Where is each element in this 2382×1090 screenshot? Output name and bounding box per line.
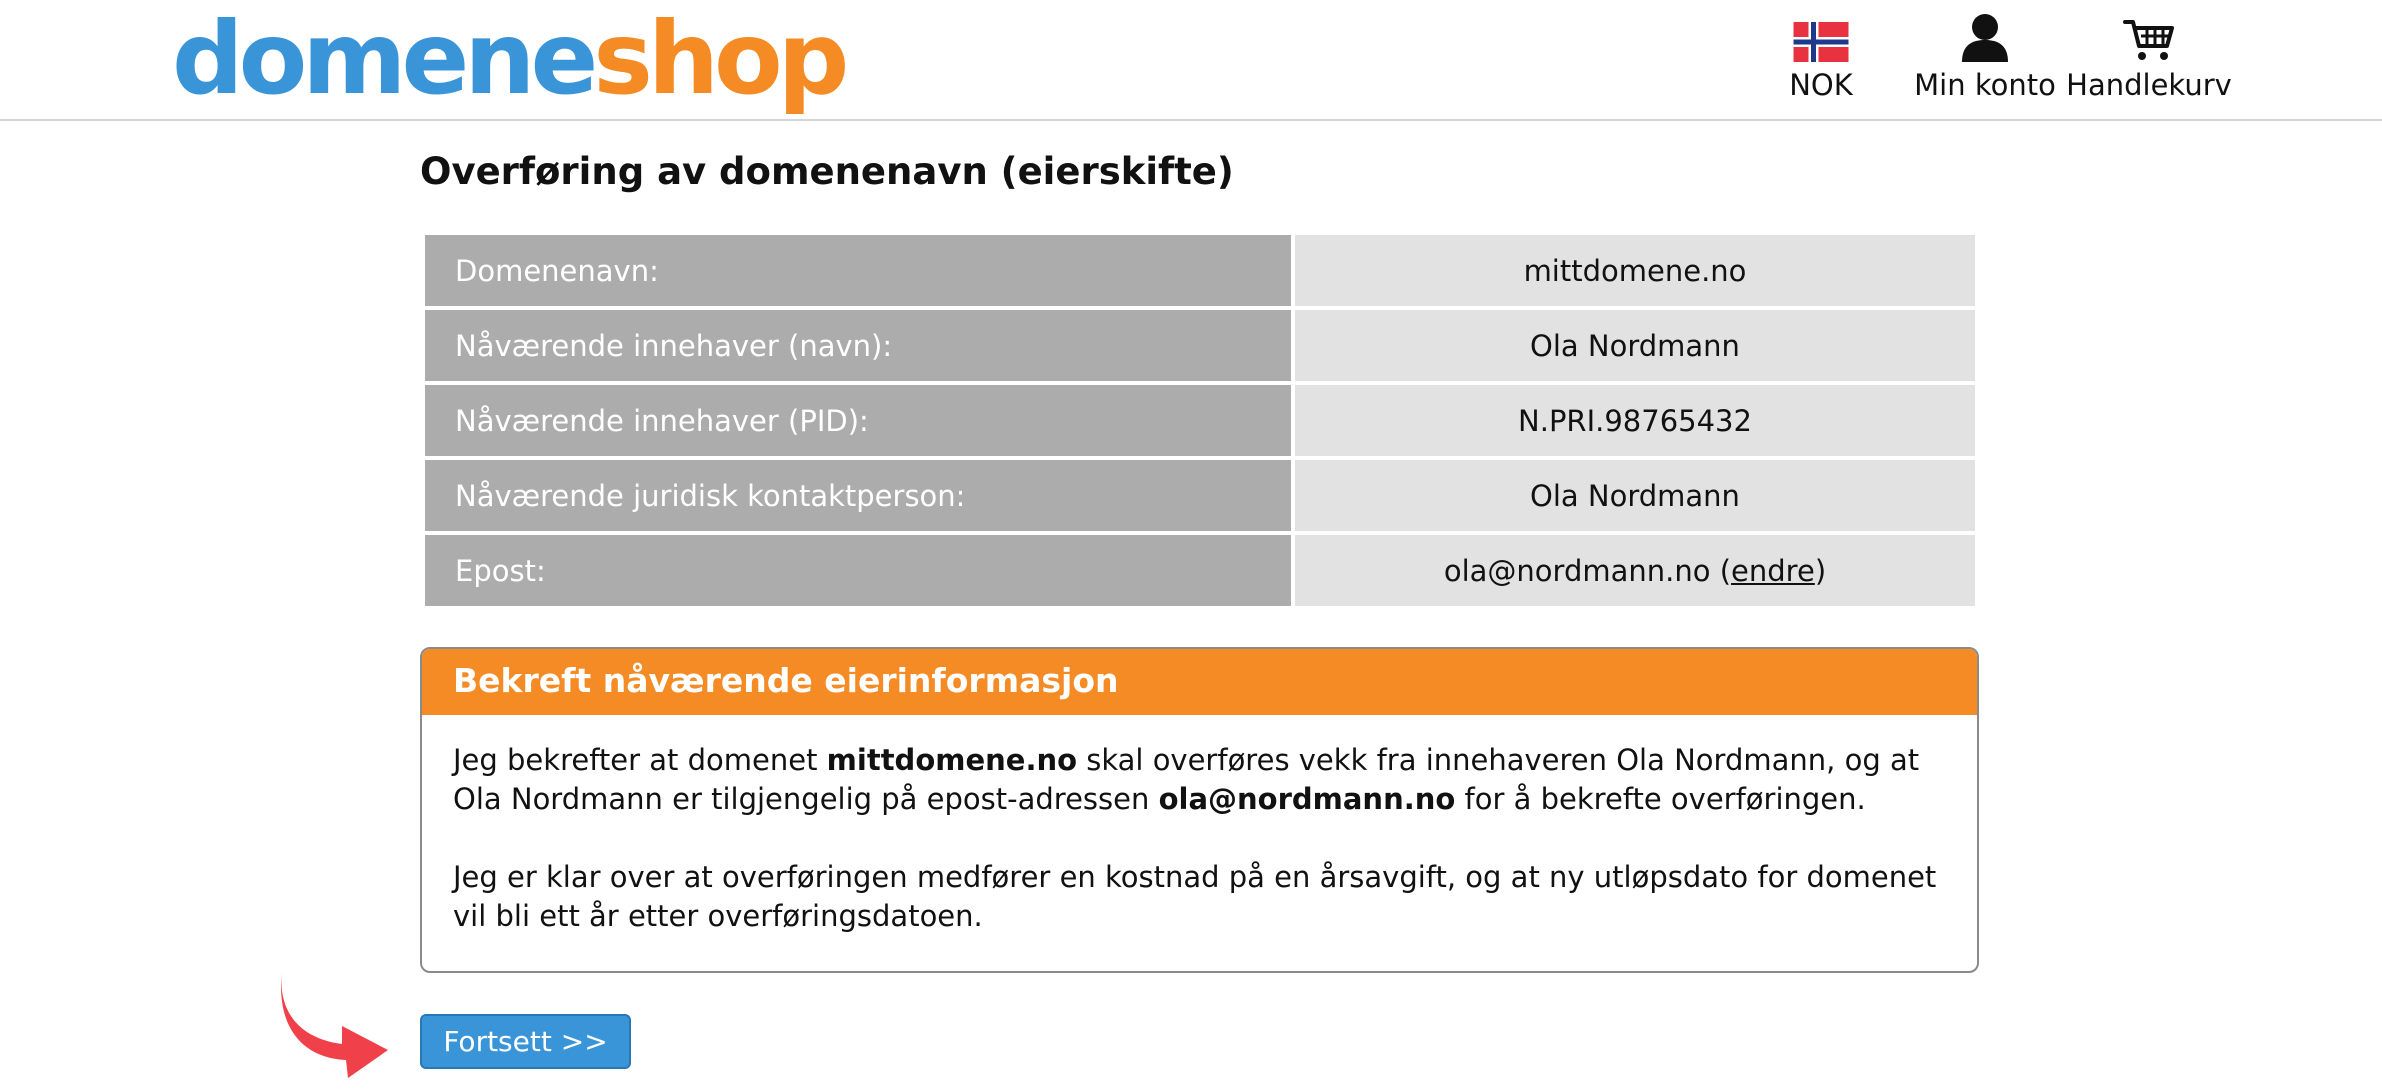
cart-link[interactable] [2065,10,2233,110]
confirm-panel-body [422,715,1977,936]
cart-icon [2123,18,2175,62]
currency-label: NOK [1789,68,1853,102]
confirm-text-1-b: skal overføres vekk fra innehaveren Ola Nordmann, og at Ola Nordmann er tilgjengelig på epost-adressen [453,743,1920,816]
currency-selector[interactable] [1785,10,1857,110]
email-label: Epost: [425,535,1291,606]
confirm-text-1-a: Jeg bekrefter at domenet [453,743,827,777]
confirm-text-1 [453,741,1946,819]
norway-flag-icon [1793,22,1849,62]
domain-name-label: Domenenavn: [425,235,1291,306]
email-value-cell [1295,535,1975,606]
holder-pid-label: Nåværende innehaver (PID): [425,385,1291,456]
holder-name-label: Nåværende innehaver (navn): [425,310,1291,381]
confirm-text-2: Jeg er klar over at overføringen medfører en kostnad på en årsavgift, og at ny utløpsdato for domenet vil bli ett år etter overføringsdatoen. [453,860,1937,933]
table-row [425,535,1975,606]
logo-part-shop: shop [593,0,845,117]
table-row [425,385,1975,456]
email-value: ola@nordmann.no [1443,553,1711,588]
confirm-email: ola@nordmann.no [1158,782,1456,816]
domain-info-table [421,231,1979,610]
email-paren-open: ( [1719,553,1732,588]
confirm-domain: mittdomene.no [826,743,1078,777]
table-row [425,460,1975,531]
site-header [0,0,2382,121]
holder-name-value: Ola Nordmann [1295,310,1975,381]
curved-arrow-icon [276,968,396,1080]
email-paren-close: ) [1814,553,1827,588]
legal-contact-label: Nåværende juridisk kontaktperson: [425,460,1291,531]
table-row [425,235,1975,306]
confirm-owner-panel [420,647,1979,973]
change-email-link[interactable]: endre [1731,553,1815,588]
page-title: Overføring av domenenavn (eierskifte) [420,150,1234,193]
confirm-text-1-c: for å bekrefte overføringen. [1455,782,1866,816]
continue-button[interactable]: Fortsett >> [420,1014,631,1069]
cart-label: Handlekurv [2066,68,2232,102]
legal-contact-value: Ola Nordmann [1295,460,1975,531]
table-row [425,310,1975,381]
my-account-label: Min konto [1914,68,2056,102]
domain-name-value: mittdomene.no [1295,235,1975,306]
user-icon [1960,12,2010,62]
domeneshop-logo[interactable] [172,0,844,118]
holder-pid-value: N.PRI.98765432 [1295,385,1975,456]
my-account-link[interactable] [1890,10,2080,110]
confirm-panel-title: Bekreft nåværende eierinformasjon [422,647,1977,715]
logo-part-domene: domene [172,0,594,117]
